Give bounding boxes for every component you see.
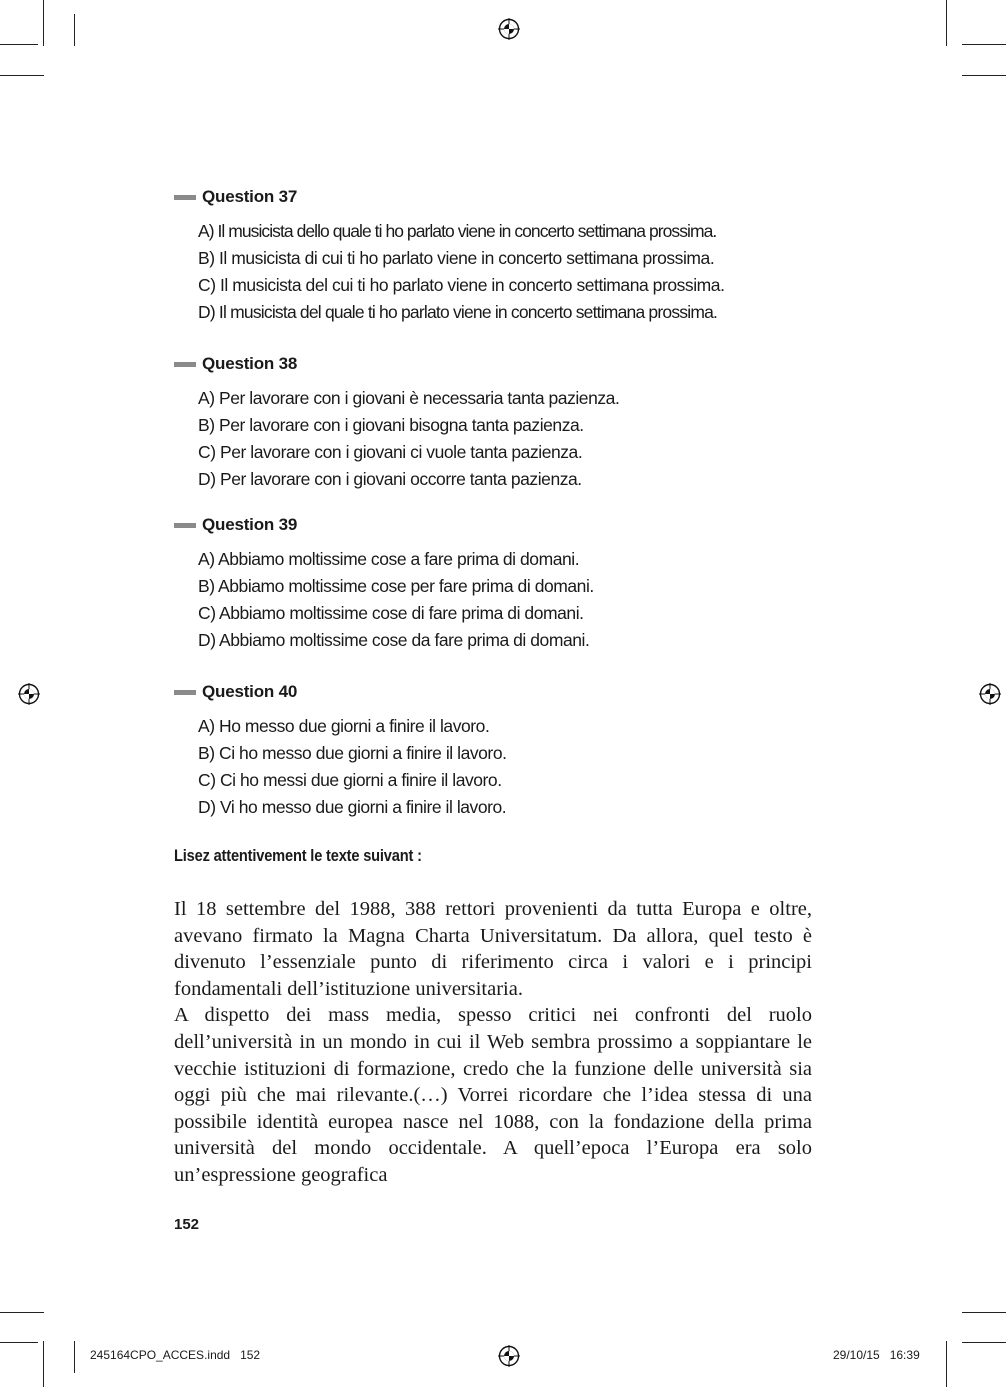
question-dash: [174, 362, 196, 367]
answer-option-a: A) Per lavorare con i giovani è necessaria tanta pazienza.: [198, 388, 620, 408]
question-title: Question 39: [202, 515, 298, 534]
question-37: [174, 186, 854, 326]
question-40: [174, 681, 854, 821]
crop-mark: [74, 1341, 75, 1373]
question-header: [174, 186, 854, 208]
registration-mark-icon: [979, 683, 1001, 705]
question-dash: [174, 690, 196, 695]
answer-option-b: B) Abbiamo moltissime cose per fare prima di domani.: [198, 576, 594, 596]
answer-options: [198, 218, 854, 326]
answer-option-b: B) Ci ho messo due giorni a finire il lavoro.: [198, 743, 507, 763]
answer-option-c: C) Ci ho messi due giorni a finire il lavoro.: [198, 770, 502, 790]
question-header: [174, 514, 854, 536]
answer-option-b: B) Il musicista di cui ti ho parlato viene in concerto settimana prossima.: [198, 248, 715, 268]
crop-mark: [946, 0, 947, 46]
reading-instruction: Lisez attentivement le texte suivant :: [174, 846, 422, 865]
answer-option-a: A) Abbiamo moltissime cose a fare prima di domani.: [198, 549, 580, 569]
answer-option-d: D) Per lavorare con i giovani occorre tanta pazienza.: [198, 469, 582, 489]
crop-mark: [0, 44, 38, 45]
passage-text: Il 18 settembre del 1988, 388 rettori provenienti da tutta Europa e oltre, avevano firmato la Magna Charta Universitatum. Da allora, quel testo è divenuto l’essenziale punto di riferimento circa i valori e i principi fondamentali dell’istituzione universitaria. A dispetto dei mass media, spesso critici nei confronti del ruolo dell’università in un mondo in cui il Web sembra prossimo a soppiantare le vecchie istituzioni di formazione, credo che la funzione delle università sia oggi più che mai rilevante.(…) Vorrei ricordare che l’idea stessa di una possibile identità europea nasce nel 1088, con la fondazione della prima università del mondo occidentale. A quell’epoca l’Europa era solo un’espressione geografica: [174, 898, 812, 1186]
footer-datetime: 29/10/15 16:39: [833, 1348, 920, 1362]
footer-file-name: 245164CPO_ACCES.indd 152: [90, 1348, 261, 1362]
crop-mark: [962, 1312, 1006, 1313]
answer-option-a: A) Ho messo due giorni a finire il lavoro.: [198, 716, 490, 736]
registration-mark-icon: [18, 683, 40, 705]
crop-mark: [962, 1342, 1006, 1343]
answer-option-b: B) Per lavorare con i giovani bisogna tanta pazienza.: [198, 415, 584, 435]
crop-mark: [0, 1342, 38, 1343]
answer-option-c: C) Per lavorare con i giovani ci vuole tanta pazienza.: [198, 442, 583, 462]
page-number: 152: [174, 1216, 200, 1233]
answer-options: [198, 546, 854, 654]
answer-option-c: C) Abbiamo moltissime cose di fare prima di domani.: [198, 603, 584, 623]
question-header: [174, 681, 854, 703]
question-title: Question 38: [202, 354, 298, 373]
question-39: [174, 514, 854, 654]
crop-mark: [962, 75, 1006, 76]
question-dash: [174, 195, 196, 200]
crop-mark: [962, 44, 1006, 45]
crop-mark: [43, 0, 44, 46]
crop-mark: [0, 1312, 44, 1313]
question-header: [174, 353, 854, 375]
question-title: Question 37: [202, 187, 298, 206]
registration-mark-icon: [498, 1345, 520, 1367]
registration-mark-icon: [498, 18, 520, 40]
question-title: Question 40: [202, 682, 298, 701]
crop-mark: [43, 1341, 44, 1387]
question-dash: [174, 523, 196, 528]
answer-option-a: A) Il musicista dello quale ti ho parlato viene in concerto settimana prossima.: [198, 221, 717, 241]
answer-option-d: D) Abbiamo moltissime cose da fare prima di domani.: [198, 630, 590, 650]
answer-option-c: C) Il musicista del cui ti ho parlato viene in concerto settimana prossima.: [198, 275, 725, 295]
answer-option-d: D) Vi ho messo due giorni a finire il lavoro.: [198, 797, 507, 817]
crop-mark: [74, 14, 75, 46]
question-38: [174, 353, 854, 493]
answer-options: [198, 385, 854, 493]
answer-options: [198, 713, 854, 821]
crop-mark: [0, 75, 44, 76]
reading-passage: [174, 896, 812, 1189]
crop-mark: [946, 1341, 947, 1387]
answer-option-d: D) Il musicista del quale ti ho parlato viene in concerto settimana prossima.: [198, 302, 718, 322]
